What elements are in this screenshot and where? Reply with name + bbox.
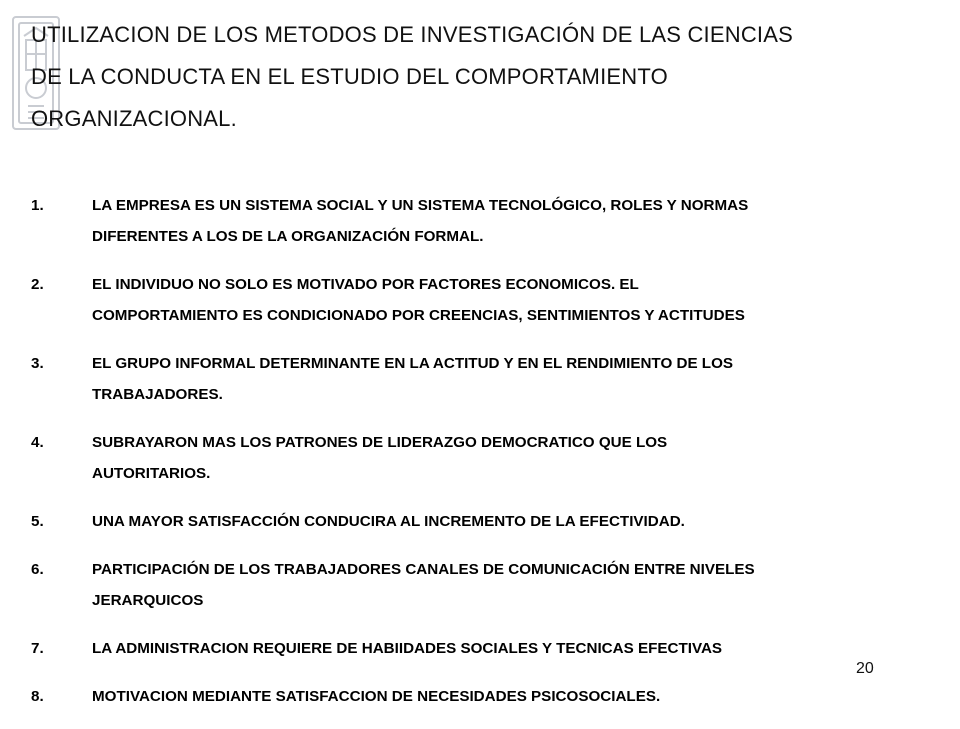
- item-text: [92, 190, 931, 252]
- item-text: [92, 348, 931, 410]
- item-text: [92, 633, 931, 664]
- title-line: DE LA CONDUCTA EN EL ESTUDIO DEL COMPORTAMIENTO: [31, 64, 668, 89]
- item-number: 5.: [31, 513, 44, 530]
- list-item: [31, 554, 931, 616]
- item-number: 1.: [31, 197, 44, 214]
- item-text: [92, 506, 931, 537]
- list-item: [31, 633, 931, 664]
- item-text: [92, 554, 931, 616]
- item-text: [92, 269, 931, 331]
- item-text-line: EL INDIVIDUO NO SOLO ES MOTIVADO POR FACTORES ECONOMICOS. EL: [92, 276, 639, 293]
- slide-title: [31, 14, 911, 140]
- item-text-line: PARTICIPACIÓN DE LOS TRABAJADORES CANALES DE COMUNICACIÓN ENTRE NIVELES: [92, 561, 755, 578]
- item-text-line: COMPORTAMIENTO ES CONDICIONADO POR CREENCIAS, SENTIMIENTOS Y ACTITUDES: [92, 307, 745, 324]
- list-item: [31, 681, 931, 712]
- list-item: [31, 348, 931, 410]
- page-number: 20: [856, 660, 874, 677]
- item-number: 7.: [31, 640, 44, 657]
- item-text-line: LA EMPRESA ES UN SISTEMA SOCIAL Y UN SISTEMA TECNOLÓGICO, ROLES Y NORMAS: [92, 197, 749, 214]
- item-text-line: SUBRAYARON MAS LOS PATRONES DE LIDERAZGO DEMOCRATICO QUE LOS: [92, 434, 668, 451]
- item-number: 4.: [31, 434, 44, 451]
- item-number: 2.: [31, 276, 44, 293]
- item-text-line: DIFERENTES A LOS DE LA ORGANIZACIÓN FORMAL.: [92, 228, 484, 245]
- item-text-line: UNA MAYOR SATISFACCIÓN CONDUCIRA AL INCREMENTO DE LA EFECTIVIDAD.: [92, 513, 685, 530]
- list-item: [31, 506, 931, 537]
- title-line: ORGANIZACIONAL.: [31, 106, 237, 131]
- item-number: 8.: [31, 688, 44, 705]
- item-text-line: TRABAJADORES.: [92, 386, 223, 403]
- item-text: [92, 427, 931, 489]
- item-text-line: JERARQUICOS: [92, 592, 204, 609]
- item-text-line: MOTIVACION MEDIANTE SATISFACCION DE NECESIDADES PSICOSOCIALES.: [92, 688, 661, 705]
- item-number: 6.: [31, 561, 44, 578]
- list-item: [31, 190, 931, 252]
- list-item: [31, 427, 931, 489]
- title-line: UTILIZACION DE LOS METODOS DE INVESTIGACIÓN DE LAS CIENCIAS: [31, 22, 793, 47]
- item-text-line: AUTORITARIOS.: [92, 465, 211, 482]
- item-text: [92, 681, 931, 712]
- item-number: 3.: [31, 355, 44, 372]
- item-text-line: EL GRUPO INFORMAL DETERMINANTE EN LA ACTITUD Y EN EL RENDIMIENTO DE LOS: [92, 355, 734, 372]
- list-item: [31, 269, 931, 331]
- numbered-list: [31, 190, 931, 729]
- item-text-line: LA ADMINISTRACION REQUIERE DE HABIIDADES SOCIALES Y TECNICAS EFECTIVAS: [92, 640, 723, 657]
